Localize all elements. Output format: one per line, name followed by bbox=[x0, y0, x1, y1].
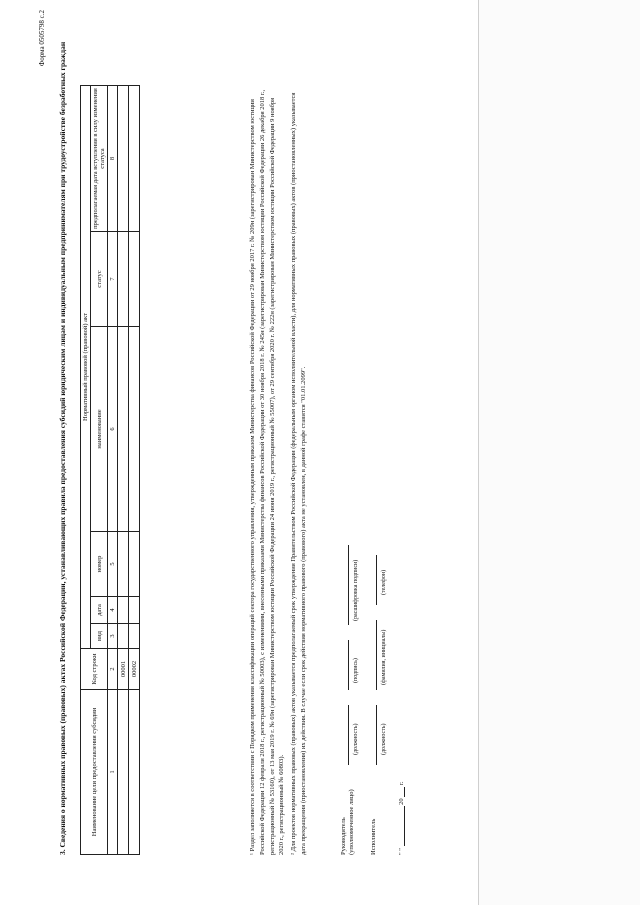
subheader-date: дата bbox=[91, 597, 108, 624]
executor-phone-caption: (телефон) bbox=[381, 569, 387, 595]
table-cell bbox=[129, 532, 140, 597]
table-cell bbox=[118, 86, 129, 232]
col-number: 6 bbox=[108, 327, 118, 532]
col-number: 5 bbox=[108, 532, 118, 597]
col-number: 2 bbox=[108, 649, 118, 690]
table-cell bbox=[129, 624, 140, 649]
form-number: Форма 0505798 с.2 bbox=[38, 10, 46, 67]
subheader-kind: вид bbox=[91, 624, 108, 649]
table-cell bbox=[118, 327, 129, 532]
head-name-line bbox=[342, 545, 349, 625]
head-name-caption: (расшифровка подписи) bbox=[353, 559, 359, 621]
table-cell bbox=[129, 327, 140, 532]
subheader-number: номер bbox=[91, 532, 108, 597]
table-row bbox=[118, 86, 129, 855]
table-header-row bbox=[81, 86, 91, 855]
date-year-prefix: 20 bbox=[398, 798, 405, 805]
row-code: 00002 bbox=[129, 649, 140, 690]
table-cell bbox=[118, 597, 129, 624]
executor-label: Исполнитель bbox=[370, 818, 377, 855]
subheader-status: статус bbox=[91, 232, 108, 327]
date-year-suffix: г. bbox=[398, 781, 405, 786]
table-cell bbox=[118, 232, 129, 327]
table-cell bbox=[129, 690, 140, 855]
header-npa: Нормативный правовой (правовой) акт bbox=[81, 86, 91, 649]
subheader-status-date: предполагаемая дата вступления в силу изменения статуса bbox=[91, 86, 108, 232]
col-number: 3 bbox=[108, 624, 118, 649]
subheader-title: наименование bbox=[91, 327, 108, 532]
executor-phone-line bbox=[370, 555, 377, 605]
executor-name-caption: (фамилия, инициалы) bbox=[381, 629, 387, 685]
col-number: 1 bbox=[108, 690, 118, 855]
col-number: 8 bbox=[108, 86, 118, 232]
col-number: 7 bbox=[108, 232, 118, 327]
head-signature-line bbox=[342, 640, 349, 690]
row-code: 00001 bbox=[118, 649, 129, 690]
head-signature-caption: (подпись) bbox=[353, 658, 359, 683]
footnote-2: ² Для проектов нормативных правовых (правовых) актов указывается предполагаемый срок утверждения Правительством Российской Федерации (федеральным органом исполнительной власти), для нормативных правовых (правовых) актов (приостановленных) указывается дата прекращения (приостановления) их действия. В случае если срок действия нормативного правового (правового) акта не установлен, в данной графе ставится "01.01.2099". bbox=[290, 92, 307, 855]
head-sublabel: (уполномоченное лицо) bbox=[348, 789, 355, 855]
table-cell bbox=[118, 690, 129, 855]
executor-position-line bbox=[370, 705, 377, 765]
table-cell bbox=[129, 86, 140, 232]
date-line bbox=[398, 782, 405, 856]
header-subsidy-name: Наименование цели предоставления субсидии bbox=[81, 690, 108, 855]
head-position-caption: (должность) bbox=[353, 723, 359, 755]
header-row-code: Код строки bbox=[81, 649, 108, 690]
head-label: Руководитель bbox=[340, 817, 347, 855]
executor-position-caption: (должность) bbox=[381, 723, 387, 755]
section-title: 3. Сведения о нормативных правовых (правовых) актах Российской Федерации, устанавливающих правила предоставления субсидий юридическим лицам и индивидуальным предпринимателям при трудоустройстве безработных граждан bbox=[58, 41, 67, 855]
npa-table bbox=[80, 85, 140, 855]
date-quote: " " bbox=[398, 848, 405, 855]
col-number: 4 bbox=[108, 597, 118, 624]
table-cell bbox=[129, 232, 140, 327]
table-cell bbox=[129, 597, 140, 624]
footnotes bbox=[248, 85, 311, 855]
executor-name-line bbox=[370, 620, 377, 690]
table-row bbox=[129, 86, 140, 855]
table-cell bbox=[118, 624, 129, 649]
head-position-line bbox=[342, 705, 349, 765]
footnote-1: ¹ Раздел заполняется в соответствии с Порядком применения классификации операций сектора государственного управления, утвержденным приказом Министерства финансов Российской Федерации от 29 ноября 2017 г. № 209н (зарегистрирован Министерством юстиции Российской Федерации 12 февраля 2018 г., регистрационный № 50003), с изменениями, внесенными приказами Министерства финансов Российской Федерации от 30 ноября 2018 г. № 245н (зарегистрирован Министерством юстиции Российской Федерации 26 декабря 2018 г., регистрационный № 53160), от 13 мая 2019 г. № 69н (зарегистрирован Министерством юстиции Российской Федерации 24 июня 2019 г., регистрационный № 55007), от 29 сентября 2020 г. № 222н (зарегистрирован Министерством юстиции Российской Федерации 9 ноября 2020 г., регистрационный № 60803). bbox=[249, 89, 286, 855]
empty-page-area bbox=[478, 0, 640, 905]
table-cell bbox=[118, 532, 129, 597]
column-number-row bbox=[108, 86, 118, 855]
